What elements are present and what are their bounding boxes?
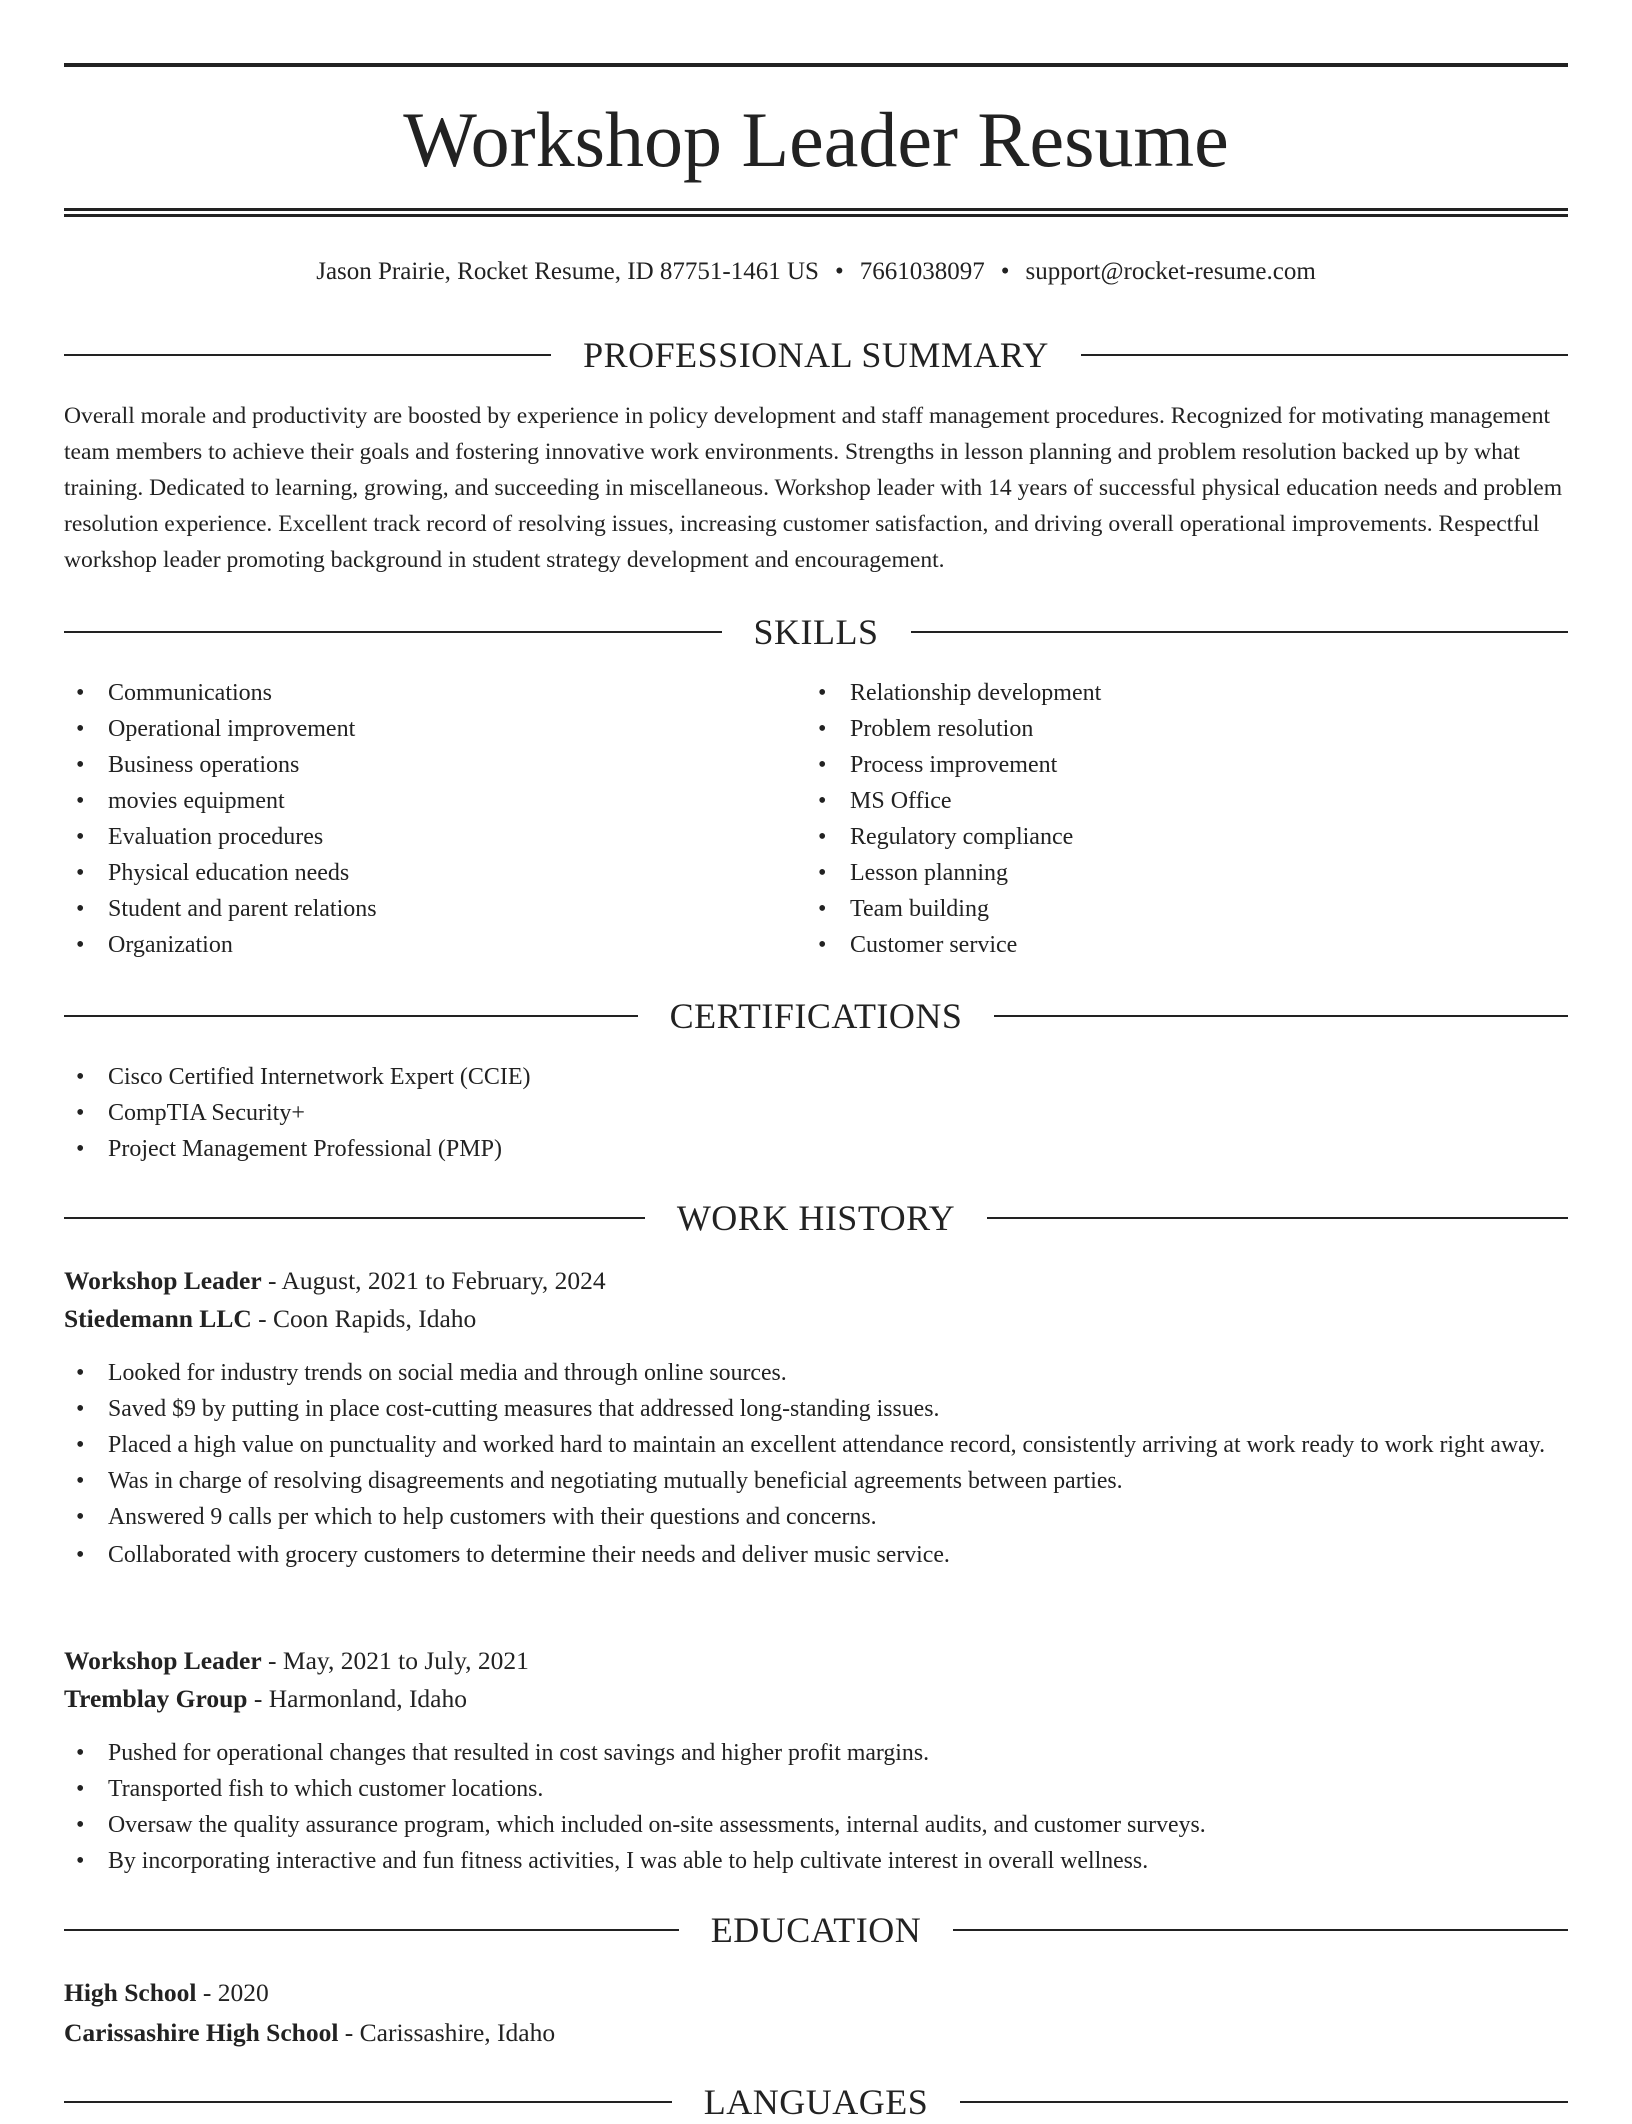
job-bullet: • Saved $9 by putting in place cost-cutting measures that addressed long-standing issues.: [64, 1391, 1568, 1427]
certification-item: • Project Management Professional (PMP): [64, 1131, 1568, 1167]
job-dates: - May, 2021 to July, 2021: [261, 1646, 529, 1675]
contact-separator: •: [834, 258, 844, 285]
job-location: - Coon Rapids, Idaho: [251, 1304, 477, 1333]
top-rule: [64, 63, 1568, 67]
job-bullet: • Placed a high value on punctuality and worked hard to maintain an excellent attendance record, consistently arriving at work ready to work right away.: [64, 1427, 1568, 1463]
contact-phone: 7661038097: [859, 258, 985, 285]
job-title: Workshop Leader: [64, 1266, 262, 1295]
skill-item: • Physical education needs: [64, 855, 784, 891]
education-location: - Carissashire, Idaho: [338, 2018, 556, 2047]
divider: [64, 2101, 672, 2103]
skill-item: • Team building: [806, 891, 1526, 927]
certifications-list: [64, 1059, 1568, 1167]
section-title: WORK HISTORY: [676, 1198, 956, 1238]
contact-email: support@rocket-resume.com: [1025, 258, 1316, 285]
job-bullet: • Was in charge of resolving disagreements and negotiating mutually beneficial agreements between parties.: [64, 1463, 1568, 1499]
divider: [64, 1015, 638, 1017]
certification-item: • CompTIA Security+: [64, 1095, 1568, 1131]
skill-item: • Business operations: [64, 747, 784, 783]
skill-item: • Student and parent relations: [64, 891, 784, 927]
job-location: - Harmonland, Idaho: [247, 1684, 467, 1713]
skill-item: • Operational improvement: [64, 711, 784, 747]
divider: [987, 1217, 1568, 1219]
divider: [64, 1217, 645, 1219]
job-bullet: • By incorporating interactive and fun fitness activities, I was able to help cultivate interest in overall wellness.: [64, 1843, 1568, 1879]
job-bullet: • Oversaw the quality assurance program, which included on-site assessments, internal audits, and customer surveys.: [64, 1807, 1568, 1843]
title-double-rule: [64, 208, 1568, 217]
job-bullets: [64, 1355, 1568, 1573]
contact-address: Jason Prairie, Rocket Resume, ID 87751-1461 US: [316, 258, 819, 285]
divider: [64, 631, 722, 633]
job-bullets: [64, 1735, 1568, 1879]
job-dates: - August, 2021 to February, 2024: [261, 1266, 606, 1295]
divider: [64, 354, 551, 356]
skill-item: • Communications: [64, 675, 784, 711]
education-school: Carissashire High School: [64, 2018, 339, 2047]
job-company: Stiedemann LLC: [64, 1304, 252, 1333]
divider: [1081, 354, 1568, 356]
job-title-line: [64, 1642, 1568, 1680]
job-title-line: [64, 1262, 1568, 1300]
education-year: - 2020: [196, 1978, 269, 2007]
divider: [911, 631, 1569, 633]
divider: [64, 1929, 679, 1931]
skill-item: • Evaluation procedures: [64, 819, 784, 855]
skill-item: • Customer service: [806, 927, 1526, 963]
divider: [960, 2101, 1568, 2103]
job-bullet: • Looked for industry trends on social media and through online sources.: [64, 1355, 1568, 1391]
summary-text: Overall morale and productivity are boosted by experience in policy development and staff management procedures. Recognized for motivating management team members to achieve their goals and fostering innovative work environments. Strengths in lesson planning and problem resolution backed up by what training. Dedicated to learning, growing, and succeeding in miscellaneous. Workshop leader with 14 years of successful physical education needs and problem resolution experience. Excellent track record of resolving issues, increasing customer satisfaction, and driving overall operational improvements. Respectful workshop leader promoting background in student strategy development and encouragement.: [64, 403, 1563, 573]
section-header-summary: [64, 333, 1568, 377]
skill-item: • Relationship development: [806, 675, 1526, 711]
skill-item: • Lesson planning: [806, 855, 1526, 891]
section-title: PROFESSIONAL SUMMARY: [583, 335, 1049, 375]
section-header-education: [64, 1908, 1568, 1952]
job-company: Tremblay Group: [64, 1684, 248, 1713]
page-title: Workshop Leader Resume: [403, 96, 1229, 183]
section-header-work-history: [64, 1196, 1568, 1240]
education-degree-line: [64, 1974, 1568, 2012]
job-bullet: • Answered 9 calls per which to help customers with their questions and concerns.: [64, 1499, 1568, 1535]
job-company-line: [64, 1300, 1568, 1338]
job-bullet: • Pushed for operational changes that resulted in cost savings and higher profit margins.: [64, 1735, 1568, 1771]
skill-item: • Organization: [64, 927, 784, 963]
job-bullet: • Collaborated with grocery customers to determine their needs and deliver music service.: [64, 1537, 1568, 1573]
section-title: LANGUAGES: [703, 2082, 929, 2122]
skill-item: • Process improvement: [806, 747, 1526, 783]
skill-item: • MS Office: [806, 783, 1526, 819]
job-title: Workshop Leader: [64, 1646, 262, 1675]
section-title: SKILLS: [753, 612, 879, 652]
skills-list-right: [806, 675, 1526, 963]
section-header-languages: [64, 2080, 1568, 2124]
skill-item: • movies equipment: [64, 783, 784, 819]
skill-item: • Problem resolution: [806, 711, 1526, 747]
education-school-line: [64, 2014, 1568, 2052]
skills-list-left: [64, 675, 784, 963]
section-title: CERTIFICATIONS: [669, 996, 963, 1036]
certification-item: • Cisco Certified Internetwork Expert (CCIE): [64, 1059, 1568, 1095]
education-degree: High School: [64, 1978, 197, 2007]
divider: [994, 1015, 1568, 1017]
section-header-skills: [64, 610, 1568, 654]
contact-line: [64, 254, 1568, 290]
section-title: EDUCATION: [710, 1910, 922, 1950]
skill-item: • Regulatory compliance: [806, 819, 1526, 855]
job-bullet: • Transported fish to which customer locations.: [64, 1771, 1568, 1807]
contact-separator: •: [1000, 258, 1010, 285]
job-company-line: [64, 1680, 1568, 1718]
divider: [953, 1929, 1568, 1931]
section-header-certifications: [64, 994, 1568, 1038]
